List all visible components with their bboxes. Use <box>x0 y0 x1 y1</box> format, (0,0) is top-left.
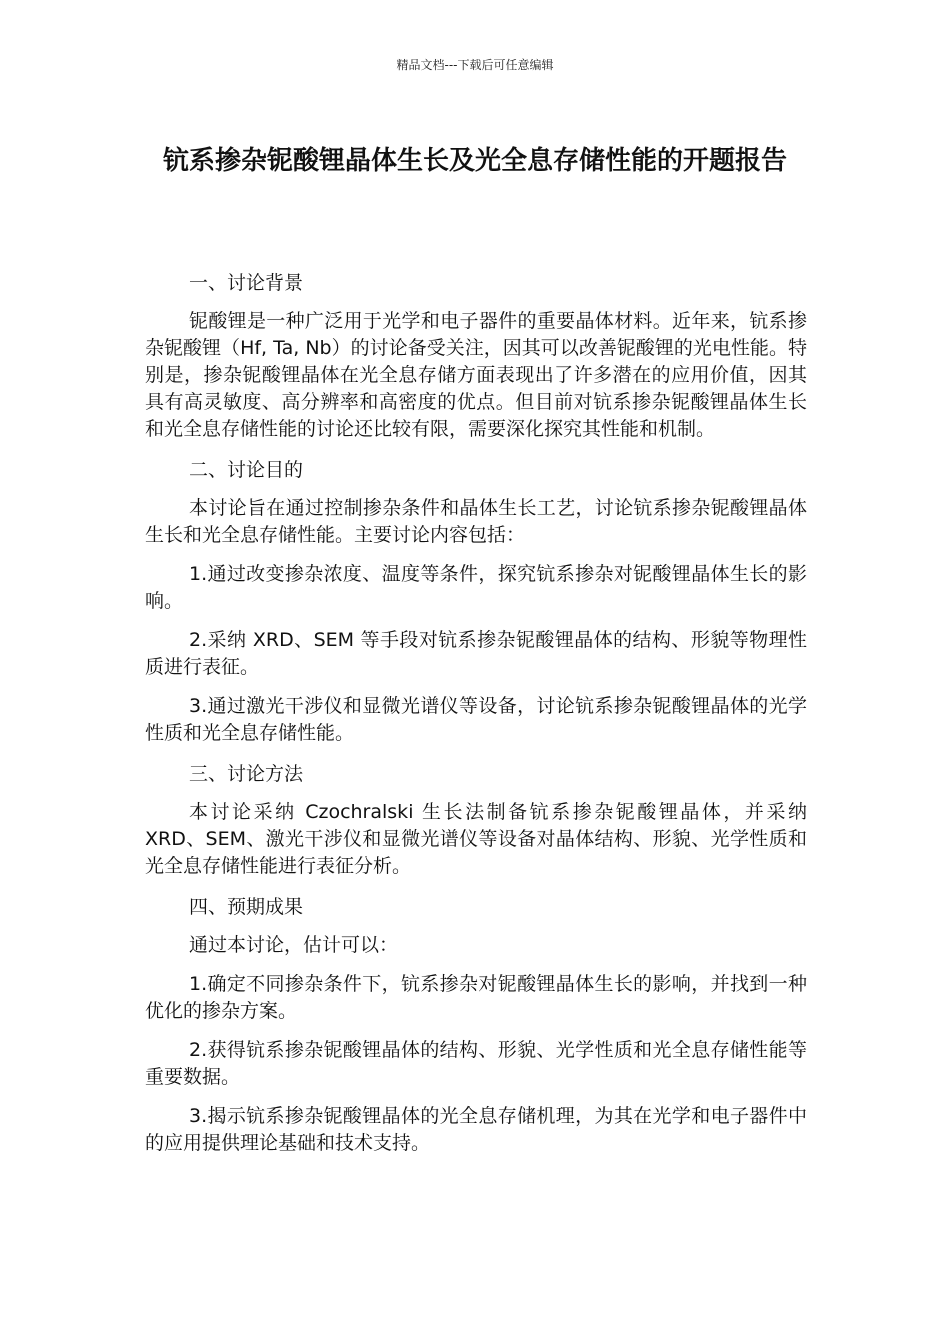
list-item: 3.通过激光干涉仪和显微光谱仪等设备，讨论钪系掺杂铌酸锂晶体的光学性质和光全息存储性能。 <box>145 695 807 744</box>
section-heading: 二、讨论目的 <box>189 459 304 481</box>
paragraph: 通过本讨论，估计可以： <box>189 934 399 956</box>
document-body <box>145 268 807 1169</box>
list-item: 1.通过改变掺杂浓度、温度等条件，探究钪系掺杂对铌酸锂晶体生长的影响。 <box>145 563 807 612</box>
list-item: 2.采纳 XRD、SEM 等手段对钪系掺杂铌酸锂晶体的结构、形貌等物理性质进行表征。 <box>145 629 807 678</box>
paragraph: 本讨论采纳 Czochralski 生长法制备钪系掺杂铌酸锂晶体，并采纳 XRD、SEM、激光干涉仪和显微光谱仪等设备对晶体结构、形貌、光学性质和光全息存储性能进行表征分析。 <box>145 801 807 877</box>
list-item: 1.确定不同掺杂条件下，钪系掺杂对铌酸锂晶体生长的影响，并找到一种优化的掺杂方案。 <box>145 973 807 1022</box>
section-heading: 一、讨论背景 <box>189 272 304 294</box>
paragraph: 铌酸锂是一种广泛用于光学和电子器件的重要晶体材料。近年来，钪系掺杂铌酸锂（Hf, Ta, Nb）的讨论备受关注，因其可以改善铌酸锂的光电性能。特别是，掺杂铌酸锂晶体在光全息存储方面表现出了许多潜在的应用价值，因其具有高灵敏度、高分辨率和高密度的优点。但目前对钪系掺杂铌酸锂晶体生长和光全息存储性能的讨论还比较有限，需要深化探究其性能和机制。 <box>145 310 807 440</box>
header-note: 精品文档---下载后可任意编辑 <box>396 58 554 72</box>
paragraph: 本讨论旨在通过控制掺杂条件和晶体生长工艺，讨论钪系掺杂铌酸锂晶体生长和光全息存储性能。主要讨论内容包括： <box>145 497 807 546</box>
section-heading: 三、讨论方法 <box>189 763 304 785</box>
list-item: 3.揭示钪系掺杂铌酸锂晶体的光全息存储机理，为其在光学和电子器件中的应用提供理论基础和技术支持。 <box>145 1105 807 1154</box>
section-heading: 四、预期成果 <box>189 896 304 918</box>
document-title: 钪系掺杂铌酸锂晶体生长及光全息存储性能的开题报告 <box>162 146 787 176</box>
list-item: 2.获得钪系掺杂铌酸锂晶体的结构、形貌、光学性质和光全息存储性能等重要数据。 <box>145 1039 807 1088</box>
